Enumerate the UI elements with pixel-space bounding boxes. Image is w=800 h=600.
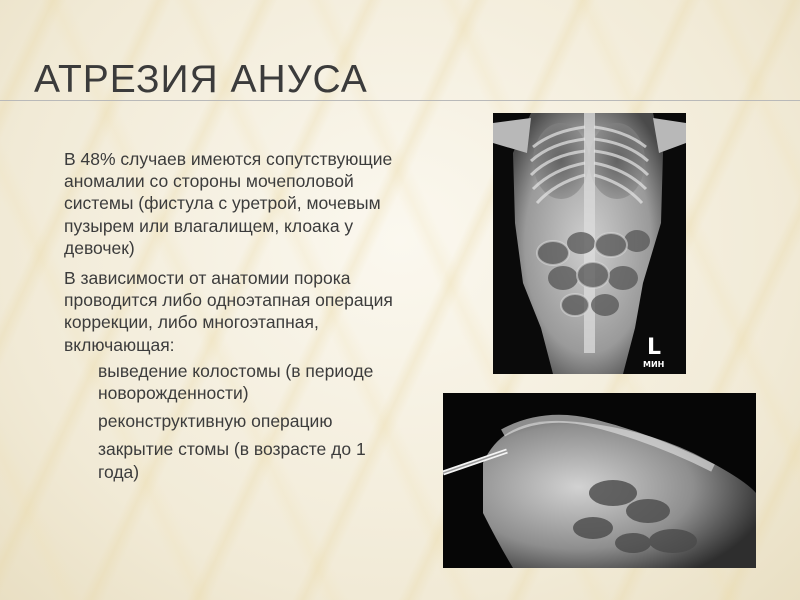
bullet-item [28, 148, 403, 259]
bullet-text: В 48% случаев имеются сопутствующие аномалии со стороны мочеполовой системы (фистула с уретрой, мочевым пузырем или влагалищем, клоака у девочек) [64, 149, 393, 258]
bullet-list [28, 148, 403, 491]
xray-lateral-drawing [443, 393, 756, 568]
title-divider [0, 100, 800, 101]
xray-frontal-drawing [493, 113, 686, 374]
sub-bullet-text: закрытие стомы (в возрасте до 1 года) [98, 439, 366, 482]
xray-marker-initials: МИН [643, 360, 665, 369]
bullet-text: В зависимости от анатомии порока проводится либо одноэтапная операция коррекции, либо многоэтапная, включающая: [64, 268, 393, 355]
bullet-item [28, 267, 403, 483]
sub-bullet-item [64, 410, 403, 432]
xray-frontal-image [493, 113, 686, 374]
xray-marker-letter: L [647, 335, 662, 360]
sub-bullet-text: выведение колостомы (в периоде новорожденности) [98, 360, 374, 404]
sub-bullet-item [64, 360, 403, 404]
sub-bullet-text: реконструктивную операцию [98, 411, 333, 432]
sub-bullet-list [64, 360, 403, 483]
sub-bullet-item [64, 438, 403, 482]
slide-title: АТРЕЗИЯ АНУСА [34, 58, 368, 101]
xray-lateral-image [443, 393, 756, 568]
